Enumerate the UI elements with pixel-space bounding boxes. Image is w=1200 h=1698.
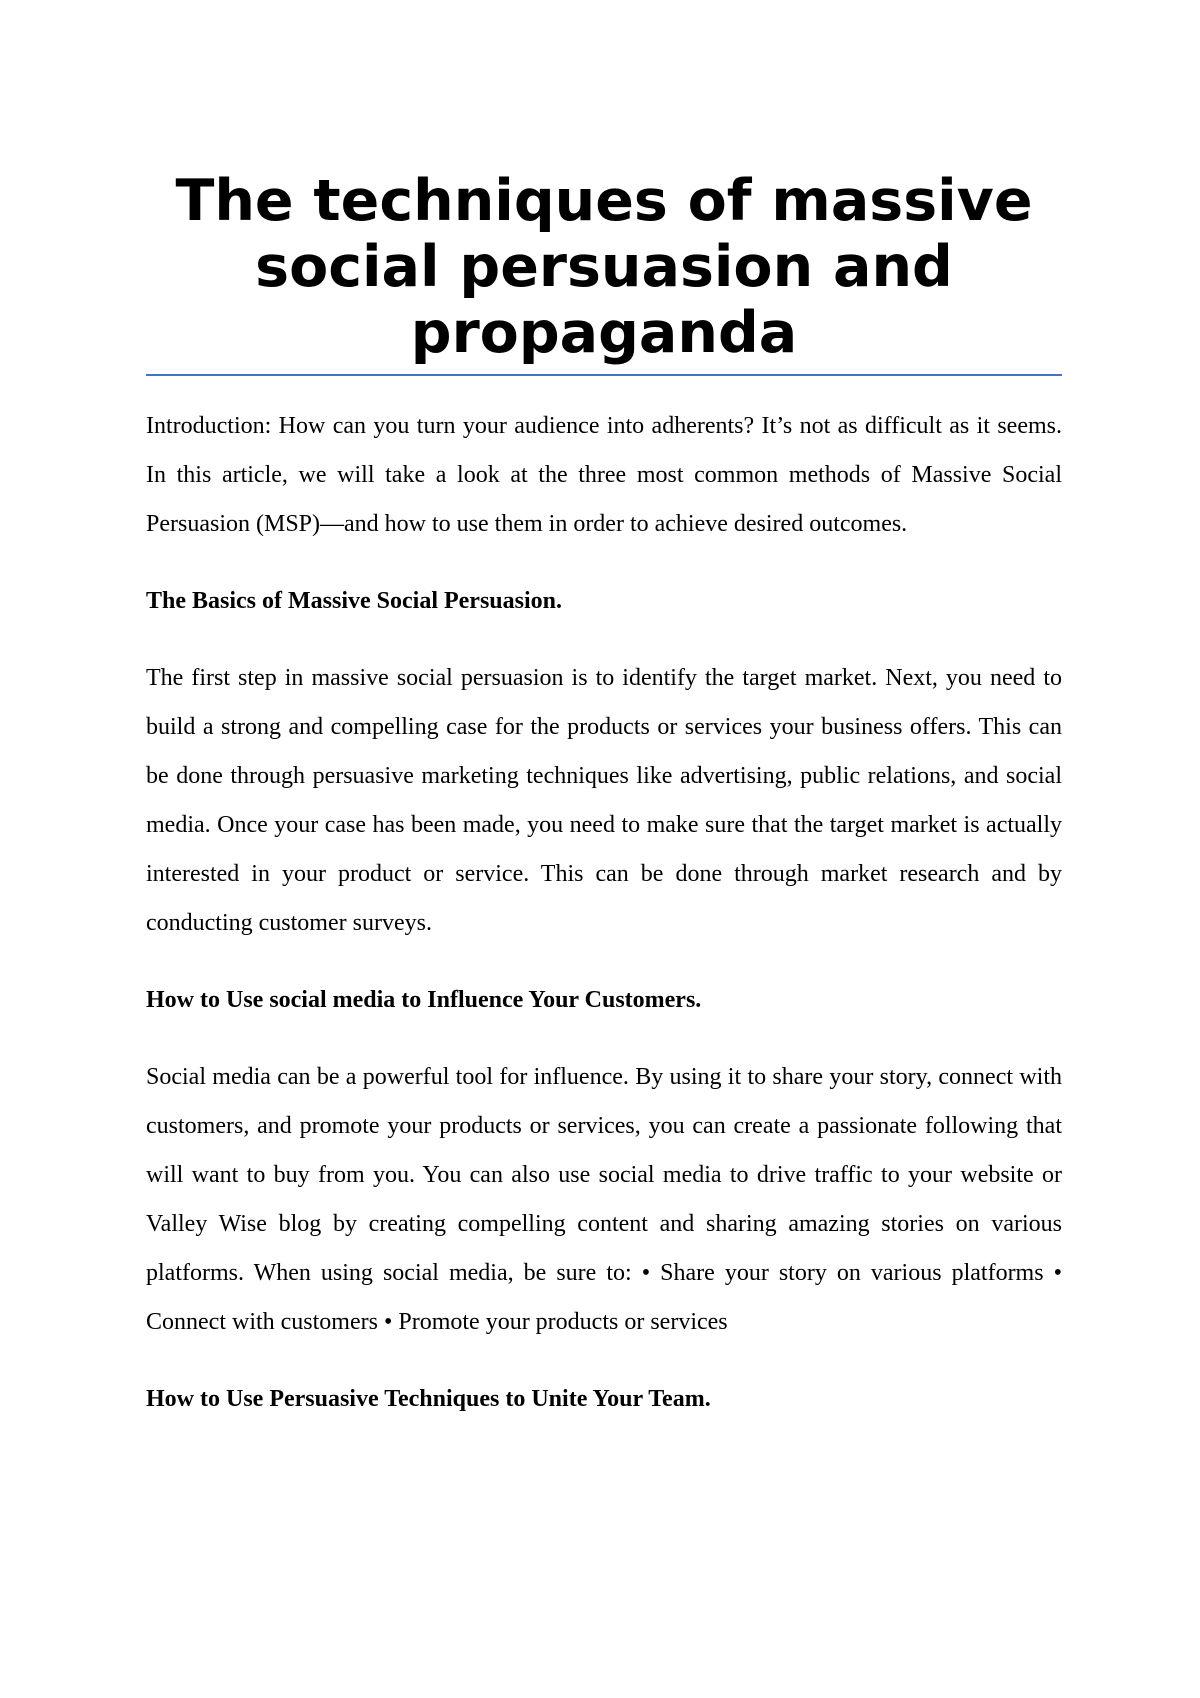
intro-paragraph: Introduction: How can you turn your audience into adherents? It’s not as difficult as it seems. In this article, we will take a look at the three most common methods of Massive Social Persuasion (MSP)—and how to use them in order to achieve desired outcomes. — [146, 413, 1062, 537]
document-page — [146, 168, 1062, 1424]
document-title: The techniques of massive social persuasion and propaganda — [146, 168, 1062, 376]
section-heading-social-media: How to Use social media to Influence Your Customers. — [146, 987, 702, 1013]
section-body-basics: The first step in massive social persuasion is to identify the target market. Next, you need to build a strong and compelling case for the products or services your business offers. This can be done through persuasive marketing techniques like advertising, public relations, and social media. Once your case has been made, you need to make sure that the target market is actually interested in your product or service. This can be done through market research and by conducting customer surveys. — [146, 665, 1062, 936]
section-heading-basics: The Basics of Massive Social Persuasion. — [146, 588, 563, 614]
section-body-social-media: Social media can be a powerful tool for influence. By using it to share your story, connect with customers, and promote your products or services, you can create a passionate following that will want to buy from you. You can also use social media to drive traffic to your website or Valley Wise blog by creating compelling content and sharing amazing stories on various platforms. When using social media, be sure to: • Share your story on various platforms • Connect with customers • Promote your products or services — [146, 1064, 1062, 1335]
section-heading-team: How to Use Persuasive Techniques to Unite Your Team. — [146, 1386, 711, 1412]
